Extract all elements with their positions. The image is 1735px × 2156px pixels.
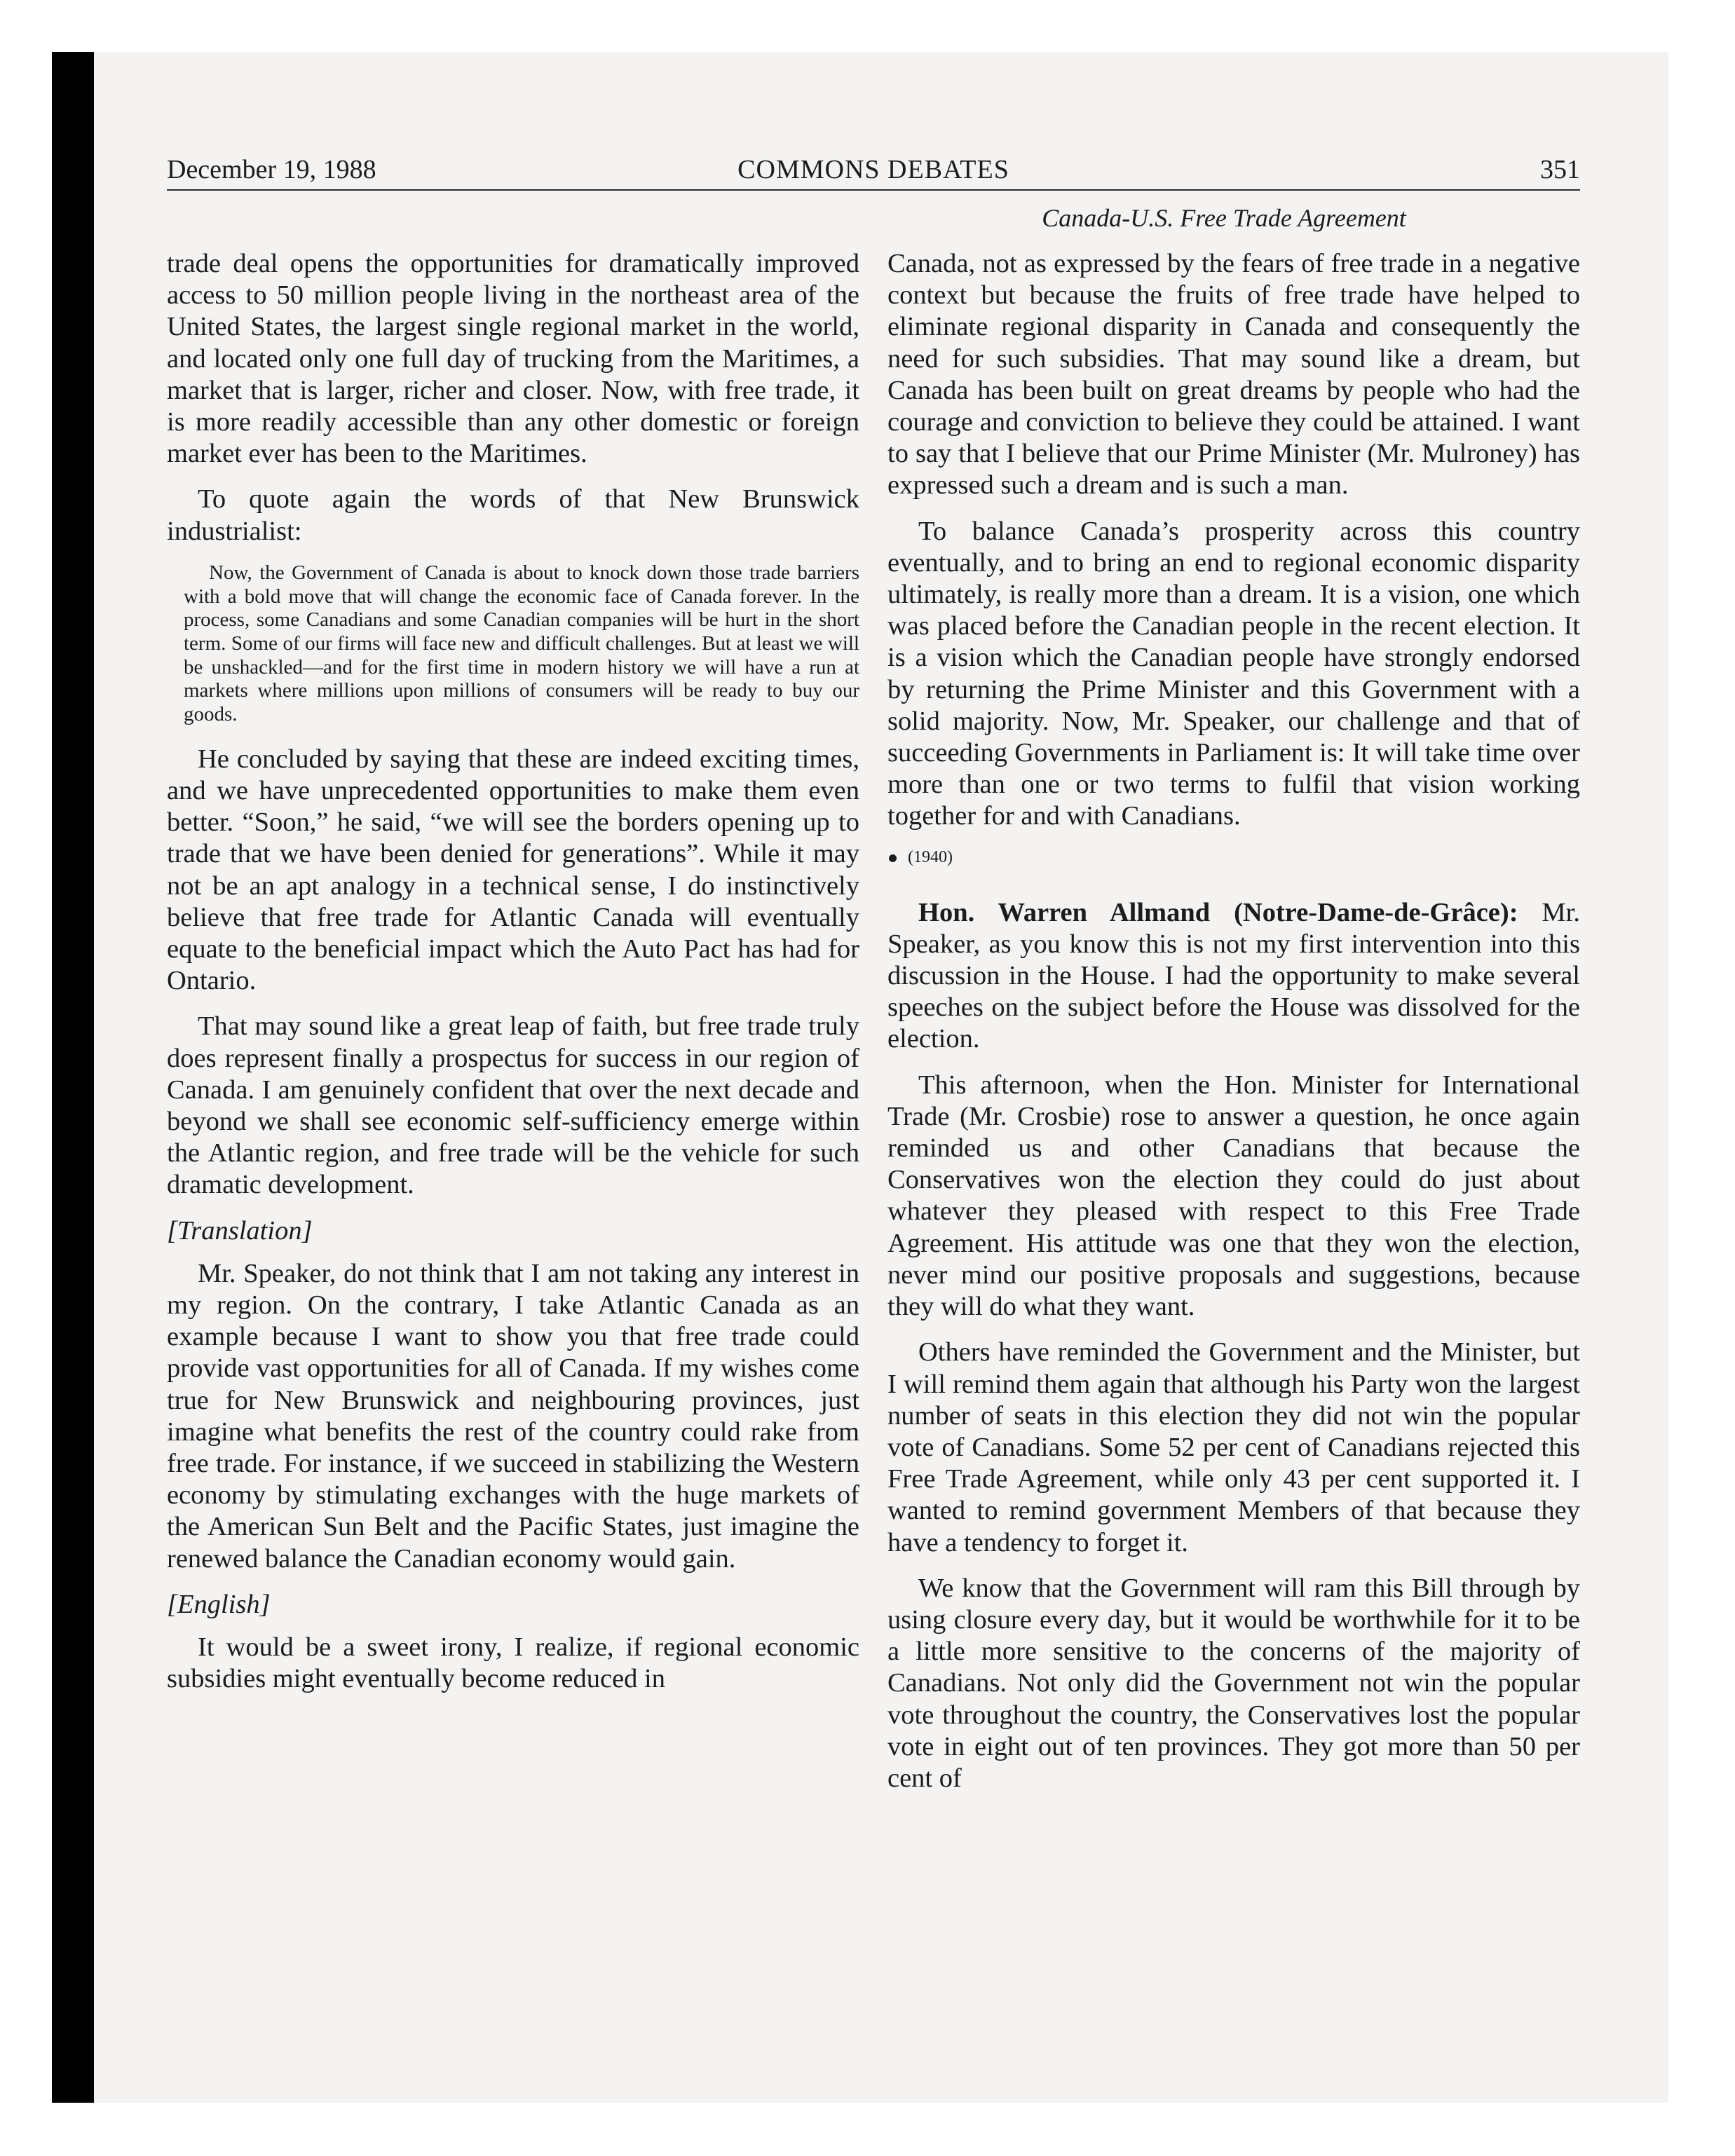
binding-edge <box>52 52 94 2103</box>
paragraph: Others have reminded the Government and the Minister, but I will remind them again that although his Party won the largest number of seats in this election they did not win the popular vote of Canadians. Some 52 per cent of Canadians rejected this Free Trade Agreement, while only 43 per cent supported it. I wanted to remind government Members of that because they have a tendency to forget it. <box>887 1337 1580 1557</box>
paragraph: To balance Canada’s prosperity across this country eventually, and to bring an end to regional economic disparity ultimately, is really more than a dream. It is a vision, one which was placed before the Canadian people in the recent election. It is a vision which the Canadian people have strongly endorsed by returning the Prime Minister and this Government with a solid majority. Now, Mr. Speaker, our challenge and that of succeeding Governments in Parliament is: It will take time over more than one or two terms to fulfil that vision working together for and with Canadians. <box>887 516 1580 831</box>
document-page <box>52 52 1668 2103</box>
speaker-name: Hon. Warren Allmand (Notre-Dame-de-Grâce): <box>918 897 1518 927</box>
paragraph: Mr. Speaker, do not think that I am not taking any interest in my region. On the contrary, I take Atlantic Canada as an example because I want to show you that free trade could provide vast opportunities for all of Canada. If my wishes come true for New Brunswick and neighbouring provinces, just imagine what benefits the rest of the country could rake from free trade. For instance, if we succeed in stabilizing the Western economy by stimulating exchanges with the huge markets of the American Sun Belt and the Pacific States, just imagine the renewed balance the Canadian economy would gain. <box>167 1258 859 1574</box>
header-page-number: 351 <box>1540 155 1580 184</box>
block-quote: Now, the Government of Canada is about to knock down those trade barriers with a bold move that will change the economic face of Canada forever. In the process, some Canadians and some Canadian companies will be hurt in the short term. Some of our firms will face new and difficult challenges. But at least we will be unshackled—and for the first time in modern history we will have a run at markets where millions upon millions of consumers will be ready to buy our goods. <box>184 561 859 726</box>
english-tag: [English] <box>167 1589 271 1619</box>
paragraph: That may sound like a great leap of faith, but free trade truly does represent finally a prospectus for success in our region of Canada. I am genuinely confident that over the next decade and beyond we shall see economic self-sufficiency emerge within the Atlantic region, and free trade will be the vehicle for such dramatic development. <box>167 1011 859 1200</box>
speaker-paragraph <box>887 897 1580 1056</box>
paragraph: It would be a sweet irony, I realize, if regional economic subsidies might eventually become reduced in <box>167 1632 859 1694</box>
right-column <box>887 248 1580 1808</box>
translation-tag: [Translation] <box>167 1215 313 1246</box>
paragraph: To quote again the words of that New Brunswick industrialist: <box>167 484 859 546</box>
paragraph: He concluded by saying that these are indeed exciting times, and we have unprecedented opportunities to make them even better. “Soon,” he said, “we will see the borders opening up to trade that we have been denied for generations”. While it may not be an apt analogy in a technical sense, I do instinctively believe that free trade for Atlantic Canada will eventually equate to the beneficial impact which the Auto Pact has had for Ontario. <box>167 744 859 996</box>
bullet-dot-icon <box>889 854 897 862</box>
left-column <box>167 248 859 1709</box>
paragraph: trade deal opens the opportunities for dramatically improved access to 50 million people living in the northeast area of the United States, the largest single regional market in the world, and located only one full day of trucking from the Maritimes, a market that is larger, richer and closer. Now, with free trade, it is more readily accessible than any other domestic or foreign market ever has been to the Maritimes. <box>167 249 859 469</box>
time-marker-text: (1940) <box>908 847 953 866</box>
header-rule <box>167 189 1580 191</box>
paragraph: Canada, not as expressed by the fears of free trade in a negative context but because the fruits of free trade have helped to eliminate regional disparity in Canada and consequently the need for such subsidies. That may sound like a dream, but Canada has been built on great dreams by people who had the courage and conviction to believe they could be attained. I want to say that I believe that our Prime Minister (Mr. Mulroney) has expressed such a dream and is such a man. <box>887 249 1580 500</box>
running-title: Canada-U.S. Free Trade Agreement <box>1042 204 1406 232</box>
header-publication: COMMONS DEBATES <box>737 155 1009 184</box>
speaker-text: Mr. Speaker, as you know this is not my first intervention into this discussion in the House. I had the opportunity to make several speeches on the subject before the House was dissolved for the election. <box>887 897 1580 1054</box>
time-marker <box>887 847 1580 868</box>
paragraph: We know that the Government will ram this Bill through by using closure every day, but it would be worthwhile for it to be a little more sensitive to the concerns of the majority of Canadians. Not only did the Government not win the popular vote throughout the country, the Conservatives lost the popular vote in eight out of ten provinces. They got more than 50 per cent of <box>887 1573 1580 1793</box>
header-date: December 19, 1988 <box>167 155 376 184</box>
paragraph: This afternoon, when the Hon. Minister for International Trade (Mr. Crosbie) rose to answer a question, he once again reminded us and other Canadians that because the Conservatives won the election they could do just about whatever they pleased with respect to this Free Trade Agreement. His attitude was one that they won the election, never mind our positive proposals and suggestions, because they will do what they want. <box>887 1070 1580 1322</box>
